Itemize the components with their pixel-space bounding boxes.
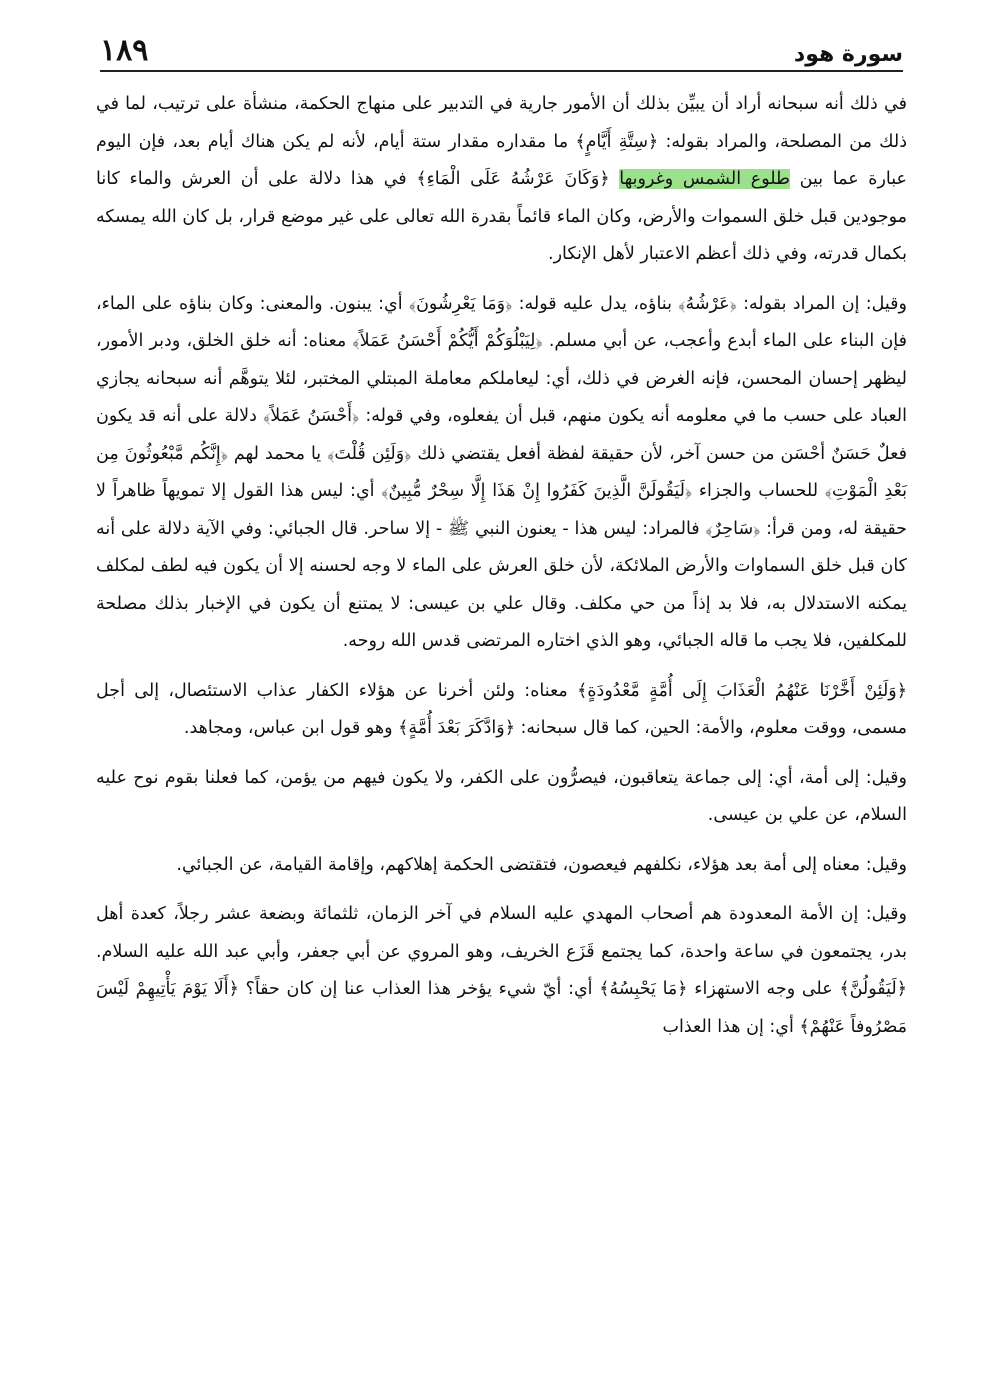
- paragraph-text: ﴿وَكَانَ عَرْشُهُ عَلَى الْمَاءِ﴾ في هذا دلالة على أن العرش والماء كانا موجودين قبل خلق السموات والأرض، وكان الماء قائماً بقدرة الله تعالى على غير موضع قرار، بل كان الله يمسكه بكمال قدرته، وفي ذلك أعظم الاعتبار لأهل الإنكار.: [96, 169, 907, 264]
- page-body: [96, 86, 907, 1058]
- surah-title: سورة هود: [793, 42, 903, 67]
- paragraph: ﴿وَلَئِنْ أَخَّرْنَا عَنْهُمُ الْعَذَابَ إِلَى أُمَّةٍ مَّعْدُودَةٍ﴾ معناه: ولئن أخرنا عن هؤلاء الكفار عذاب الاستئصال، إلى أجل مسمى، ووقت معلوم، والأمة: الحين، كما قال سبحانه: ﴿وَادَّكَرَ بَعْدَ أُمَّةٍ﴾ وهو قول ابن عباس، ومجاهد.: [96, 680, 907, 738]
- paragraph: وقيل: إن الأمة المعدودة هم أصحاب المهدي عليه السلام في آخر الزمان، ثلثمائة وبضعة عشر رجلاً، كعدة أهل بدر، يجتمعون في ساعة واحدة، كما يجتمع قَزَع الخريف، وهو المروي عن أبي جعفر، وأبي عبد الله عليه السلام. ﴿لَيَقُولُنَّ﴾ على وجه الاستهزاء ﴿مَا يَحْبِسُهُ﴾ أي: أيّ شيء يؤخر هذا العذاب عنا إن كان حقاً؟ ﴿أَلَا يَوْمَ يَأْتِيهِمْ لَيْسَ مَصْرُوفاً عَنْهُمْ﴾ أي: إن هذا العذاب: [96, 904, 907, 1037]
- paragraph: وقيل: إلى أمة، أي: إلى جماعة يتعاقبون، فيصرُّون على الكفر، ولا يكون فيهم من يؤمن، كما فعلنا بقوم نوح عليه السلام، عن علي بن عيسى.: [96, 767, 907, 825]
- paragraph: [96, 86, 907, 274]
- paragraph: وقيل: معناه إلى أمة بعد هؤلاء، نكلفهم فيعصون، فتقتضى الحكمة إهلاكهم، وإقامة القيامة، عن الجبائي.: [176, 854, 907, 875]
- page-number: ١٨٩: [100, 33, 149, 68]
- highlighted-text[interactable]: طلوع الشمس وغروبها: [619, 169, 790, 189]
- page-header: [100, 26, 903, 72]
- paragraph: وقيل: إن المراد بقوله: ﴿عَرْشُهُ﴾ بناؤه، يدل عليه قوله: ﴿وَمَا يَعْرِشُونَ﴾ أي: يبنون. والمعنى: وكان بناؤه على الماء، فإن البناء على الماء أبدع وأعجب، عن أبي مسلم. ﴿لِيَبْلُوَكُمْ أَيُّكُمْ أَحْسَنُ عَمَلاً﴾ معناه: أنه خلق الخلق، ودبر الأمور، ليظهر إحسان المحسن، فإنه الغرض في ذلك، أي: ليعاملكم معاملة المبتلي المختبر، لئلا يتوهَّم أنه سبحانه يجازي العباد على حسب ما في معلومه أنه يكون منهم، قبل أن يفعلوه، وفي قوله: ﴿أَحْسَنُ عَمَلاً﴾ دلالة على أنه قد يكون فعلٌ حَسَنٌ أحْسَن من حسن آخر، لأن حقيقة لفظة أفعل يقتضي ذلك ﴿وَلَئِن قُلْتَ﴾ يا محمد لهم ﴿إِنَّكُم مَّبْعُوثُونَ مِن بَعْدِ الْمَوْتِ﴾ للحساب والجزاء ﴿لَيَقُولَنَّ الَّذِينَ كَفَرُوا إِنْ هَذَا إِلَّا سِحْرٌ مُّبِينٌ﴾ أي: ليس هذا القول إلا تمويهاً ظاهراً لا حقيقة له، ومن قرأ: ﴿سَاحِرٌ﴾ فالمراد: ليس هذا - يعنون النبي ﷺ - إلا ساحر. قال الجبائي: وفي الآية دلالة على أنه كان قبل خلق السماوات والأرض الملائكة، لأن خلق العرش على الماء لا وجه لحسنه إلا أن يكون فيه لطف لمكلف يمكنه الاستدلال به، فلا بد إذاً من حي مكلف. وقال علي بن عيسى: لا يمتنع أن يكون في الإخبار بذلك مصلحة للمكلفين، فلا يجب ما قاله الجبائي، وهو الذي اختاره المرتضى قدس الله روحه.: [96, 293, 907, 651]
- paragraph-text: في ذلك أنه سبحانه أراد أن يبيِّن بذلك أن الأمور جارية في التدبير على منهاج الحكمة، منشأة على ترتيب، لما في ذلك من المصلحة، والمراد بقوله: ﴿سِتَّةِ أَيَّامٍ﴾ ما مقداره مقدار ستة أيام، لأنه لم يكن هناك أيام بعد، فإن اليوم عبارة عما بين: [96, 94, 907, 189]
